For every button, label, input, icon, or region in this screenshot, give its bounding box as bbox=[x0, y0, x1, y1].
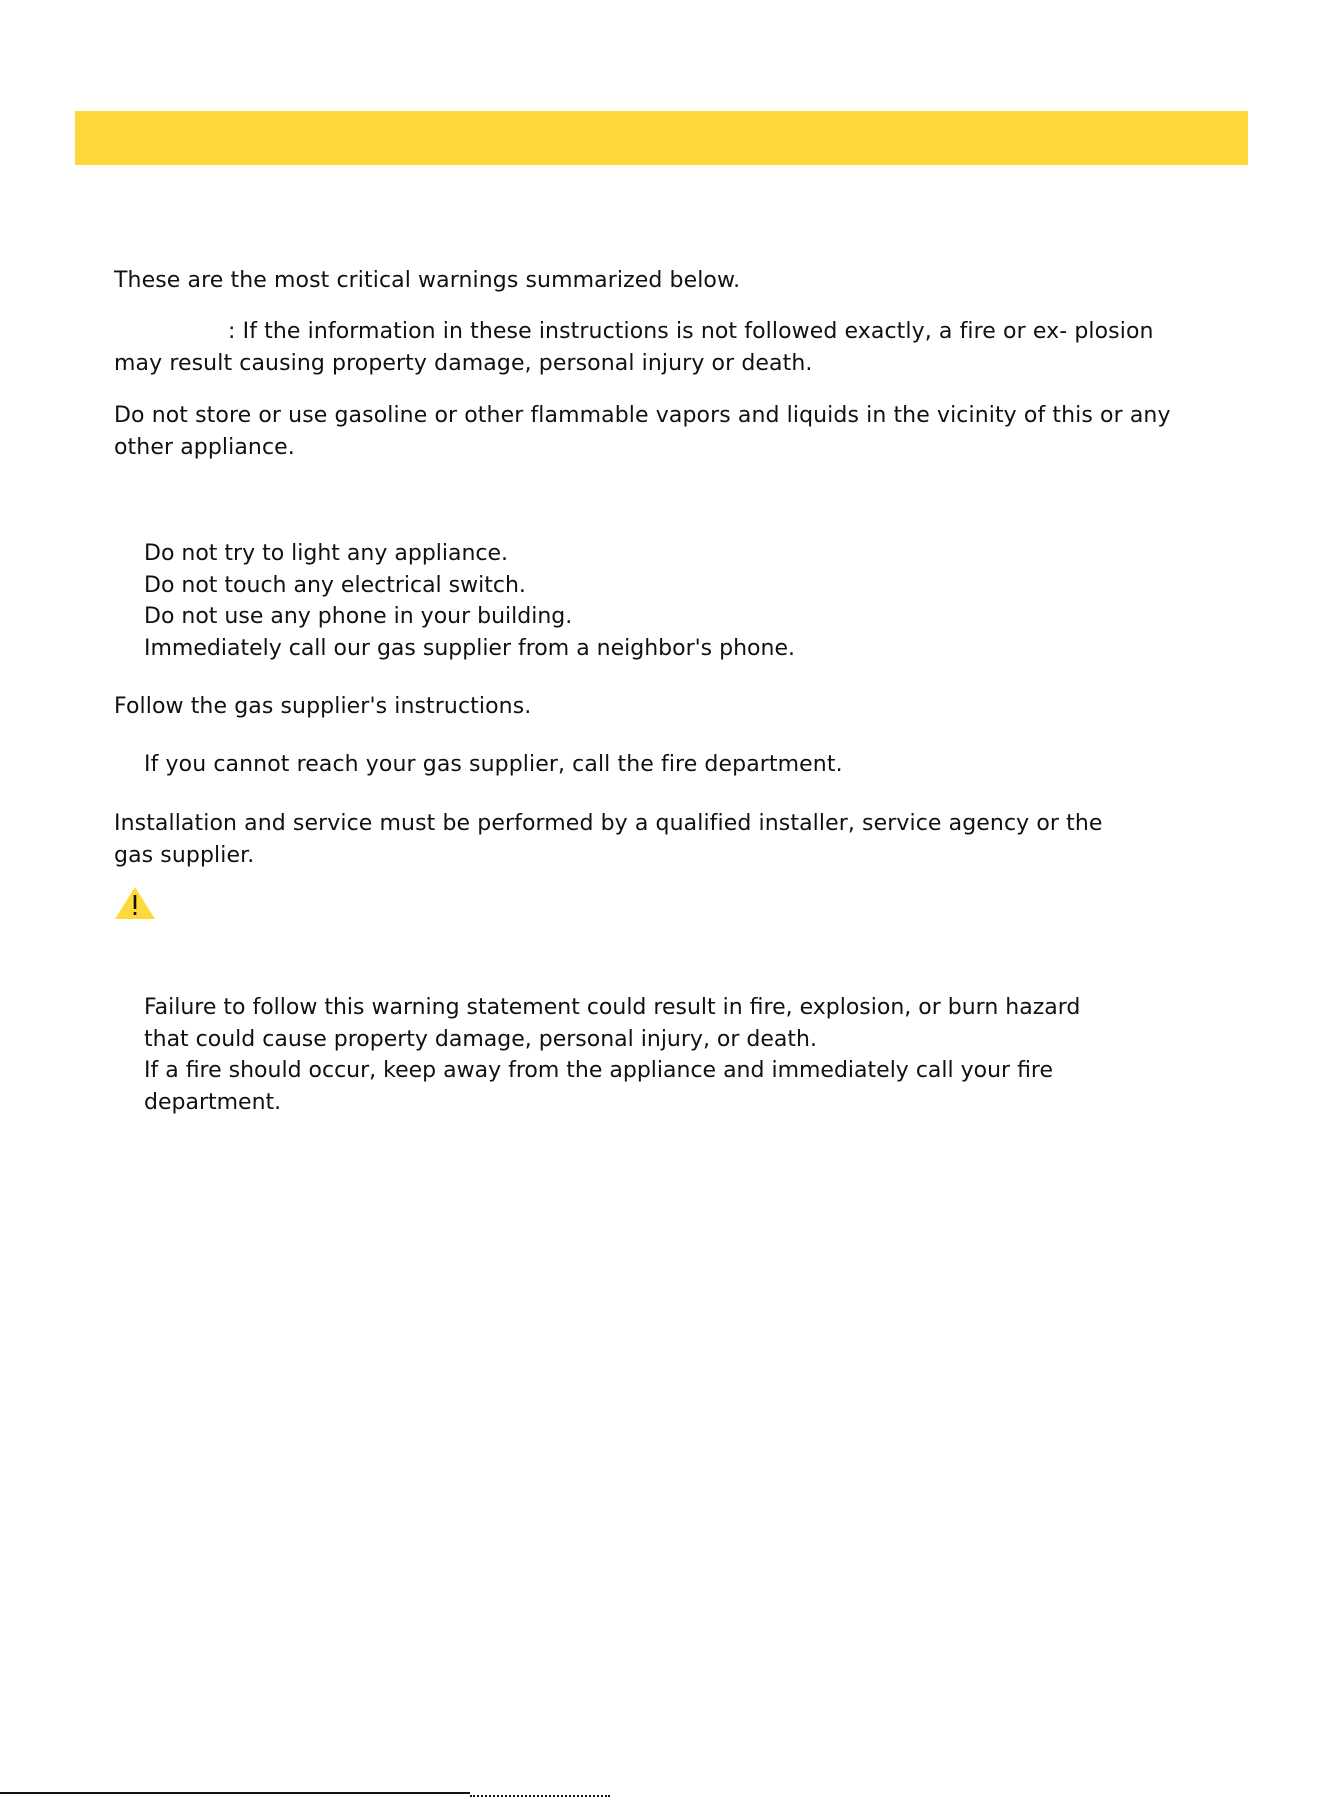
warning-statements-list bbox=[144, 992, 1084, 1118]
warning-exclamation-dot bbox=[134, 912, 137, 915]
list-item: If a fire should occur, keep away from the appliance and immediately call your fire department. bbox=[144, 1058, 1054, 1115]
gas-smell-actions-list bbox=[144, 538, 1144, 664]
list-item: Do not use any phone in your building. bbox=[144, 604, 573, 629]
footer-rule bbox=[0, 1792, 470, 1794]
installation-text: Installation and service must be performed by a qualified installer, service agency or the gas supplier. bbox=[114, 811, 1103, 868]
warning-triangle-icon bbox=[113, 885, 157, 921]
storage-warning-text: Do not store or use gasoline or other flammable vapors and liquids in the vicinity of this or any other appliance. bbox=[114, 403, 1171, 460]
list-item: Immediately call our gas supplier from a neighbor's phone. bbox=[144, 635, 795, 661]
fire-warning-paragraph bbox=[114, 316, 1204, 379]
header-band bbox=[75, 111, 1248, 165]
intro-text: These are the most critical warnings summarized below. bbox=[114, 268, 741, 293]
fire-warning-text: : If the information in these instructions is not followed exactly, a fire or ex- plosion may result causing property damage, personal injury or death. bbox=[114, 319, 1154, 376]
cannot-reach-text: If you cannot reach your gas supplier, call the fire department. bbox=[144, 752, 843, 777]
list-item: Do not touch any electrical switch. bbox=[144, 572, 526, 598]
follow-supplier-text: Follow the gas supplier's instructions. bbox=[114, 694, 532, 719]
list-item: Failure to follow this warning statement could result in fire, explosion, or burn hazard that could cause property damage, personal injury, or death. bbox=[144, 995, 1081, 1052]
list-item: Do not try to light any appliance. bbox=[144, 541, 509, 566]
warning-exclamation-bar bbox=[134, 895, 137, 909]
